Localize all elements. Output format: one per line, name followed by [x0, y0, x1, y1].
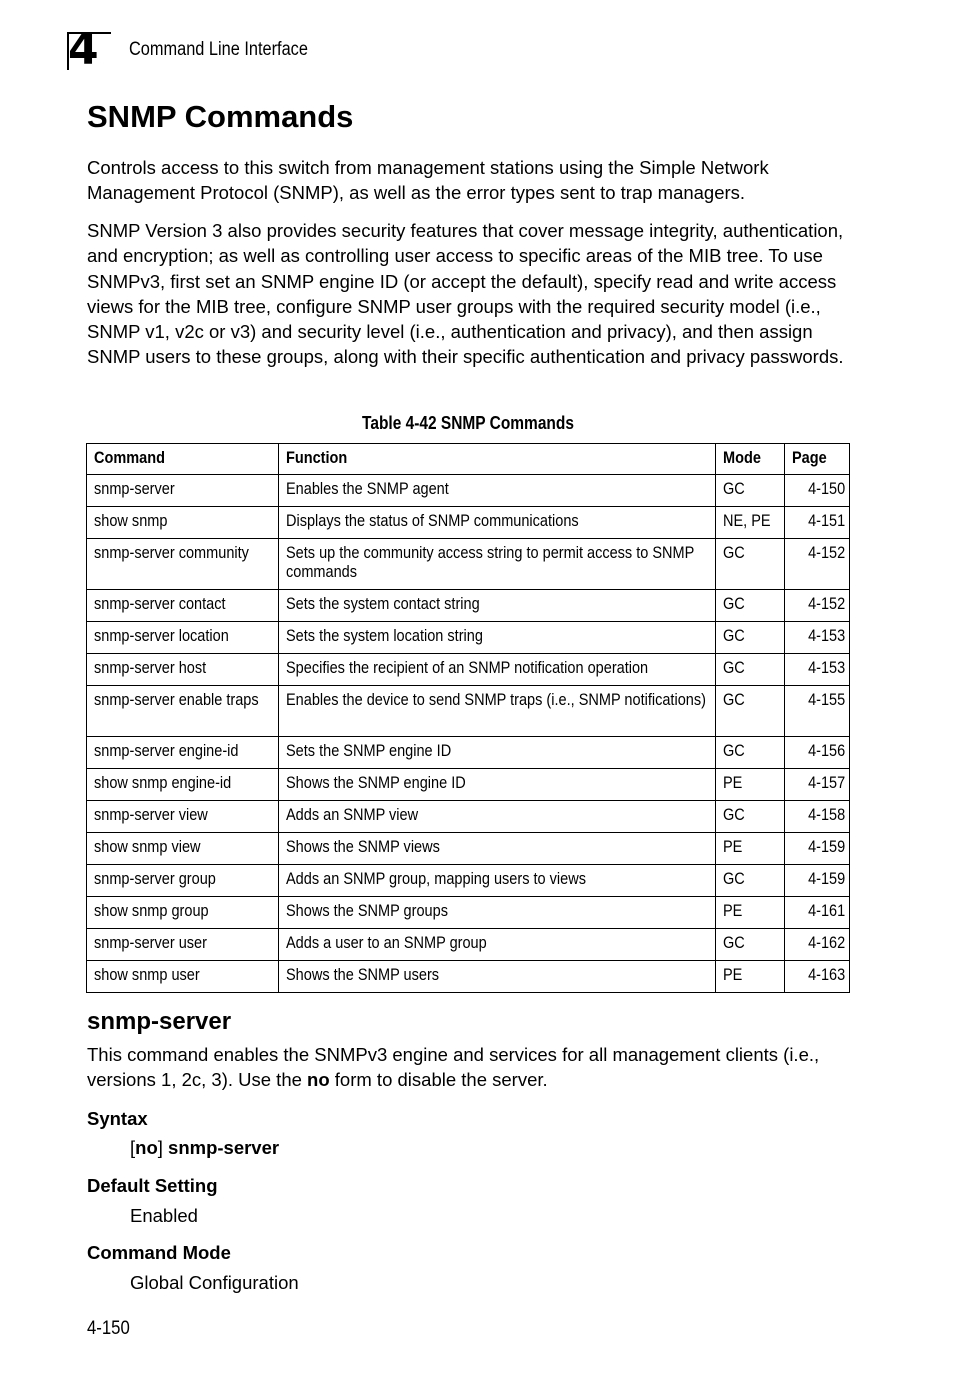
cell-command: snmp-server view [87, 801, 279, 833]
cell-page: 4-159 [785, 865, 850, 897]
cell-function: Sets the system location string [279, 622, 716, 654]
cell-function: Enables the SNMP agent [279, 475, 716, 507]
cell-page: 4-151 [785, 507, 850, 539]
intro-paragraph-1: Controls access to this switch from management stations using the Simple Network Management Protocol (SNMP), as well as the error types sent to trap managers. [87, 157, 769, 204]
page-title: SNMP Commands [87, 99, 354, 134]
syntax-line: [no] snmp-server [130, 1137, 280, 1158]
table-row [87, 590, 850, 622]
table-row [87, 769, 850, 801]
cell-function: Shows the SNMP engine ID [279, 769, 716, 801]
cell-function: Adds an SNMP group, mapping users to views [279, 865, 716, 897]
cell-mode: GC [716, 865, 785, 897]
no-keyword: no [307, 1069, 330, 1091]
command-mode-heading: Command Mode [87, 1242, 231, 1263]
cell-page: 4-153 [785, 622, 850, 654]
cell-mode: NE, PE [716, 507, 785, 539]
cell-command: show snmp engine-id [87, 769, 279, 801]
cell-page: 4-150 [785, 475, 850, 507]
table-caption: Table 4-42 SNMP Commands [362, 413, 574, 433]
cell-command: show snmp [87, 507, 279, 539]
cell-command: show snmp group [87, 897, 279, 929]
cell-command: snmp-server engine-id [87, 737, 279, 769]
cell-page: 4-152 [785, 539, 850, 590]
cell-page: 4-162 [785, 929, 850, 961]
intro-paragraph-2: SNMP Version 3 also provides security features that cover message integrity, authentication, and encryption; as well as controlling user access to specific areas of the MIB tree. To use SNMPv3, first set an SNMP engine ID (or accept the default), specify read and write access views for the MIB tree, configure SNMP user groups with the required security model (i.e., SNMP v1, v2c or v3) and security level (i.e., authentication and privacy), and then assign SNMP users to these groups, along with their specific authentication and privacy passwords. [87, 220, 844, 368]
cell-mode: GC [716, 737, 785, 769]
cell-page: 4-152 [785, 590, 850, 622]
cell-command: snmp-server user [87, 929, 279, 961]
cell-mode: GC [716, 590, 785, 622]
cell-mode: PE [716, 833, 785, 865]
cell-page: 4-156 [785, 737, 850, 769]
cell-command: snmp-server community [87, 539, 279, 590]
cell-function: Adds an SNMP view [279, 801, 716, 833]
cell-function: Displays the status of SNMP communications [279, 507, 716, 539]
cell-command: show snmp user [87, 961, 279, 993]
cell-mode: GC [716, 622, 785, 654]
column-header-page: Page [785, 444, 850, 475]
cell-function: Shows the SNMP views [279, 833, 716, 865]
cell-page: 4-155 [785, 686, 850, 737]
cell-page: 4-159 [785, 833, 850, 865]
cell-page: 4-157 [785, 769, 850, 801]
table-row [87, 737, 850, 769]
cell-mode: GC [716, 686, 785, 737]
cell-function: Sets the system contact string [279, 590, 716, 622]
cell-mode: GC [716, 801, 785, 833]
cell-page: 4-153 [785, 654, 850, 686]
running-header: Command Line Interface [129, 39, 308, 60]
cell-page: 4-161 [785, 897, 850, 929]
table-row [87, 622, 850, 654]
table-row [87, 475, 850, 507]
table-row [87, 539, 850, 590]
cell-function: Shows the SNMP users [279, 961, 716, 993]
table-row [87, 833, 850, 865]
cell-mode: PE [716, 897, 785, 929]
cell-page: 4-158 [785, 801, 850, 833]
table-header-row [87, 444, 850, 475]
section-description: This command enables the SNMPv3 engine and services for all management clients (i.e., versions 1, 2c, 3). Use the no form to disable the server. [87, 1044, 820, 1091]
page-number: 4-150 [87, 1318, 130, 1339]
table-row [87, 929, 850, 961]
cell-page: 4-163 [785, 961, 850, 993]
table-row [87, 801, 850, 833]
cell-command: snmp-server group [87, 865, 279, 897]
cell-function: Adds a user to an SNMP group [279, 929, 716, 961]
cell-mode: PE [716, 961, 785, 993]
default-setting-heading: Default Setting [87, 1175, 218, 1196]
table-row [87, 507, 850, 539]
command-mode-value: Global Configuration [130, 1272, 299, 1293]
cell-function: Sets up the community access string to permit access to SNMP commands [279, 539, 716, 590]
table-row [87, 961, 850, 993]
cell-mode: GC [716, 929, 785, 961]
cell-command: snmp-server enable traps [87, 686, 279, 737]
cell-function: Specifies the recipient of an SNMP notification operation [279, 654, 716, 686]
column-header-command: Command [87, 444, 279, 475]
table-row [87, 686, 850, 737]
column-header-function: Function [279, 444, 716, 475]
cell-command: snmp-server [87, 475, 279, 507]
cell-function: Sets the SNMP engine ID [279, 737, 716, 769]
cell-command: snmp-server contact [87, 590, 279, 622]
cell-mode: GC [716, 654, 785, 686]
cell-mode: GC [716, 475, 785, 507]
cell-function: Shows the SNMP groups [279, 897, 716, 929]
cell-function: Enables the device to send SNMP traps (i.e., SNMP notifications) [279, 686, 716, 737]
snmp-commands-table [86, 443, 850, 993]
cell-mode: PE [716, 769, 785, 801]
cell-mode: GC [716, 539, 785, 590]
section-title: snmp-server [87, 1008, 232, 1035]
table-row [87, 865, 850, 897]
chapter-number: 4 [68, 24, 99, 75]
syntax-heading: Syntax [87, 1108, 148, 1129]
default-setting-value: Enabled [130, 1205, 198, 1226]
column-header-mode: Mode [716, 444, 785, 475]
table-row [87, 897, 850, 929]
cell-command: show snmp view [87, 833, 279, 865]
cell-command: snmp-server host [87, 654, 279, 686]
table-row [87, 654, 850, 686]
cell-command: snmp-server location [87, 622, 279, 654]
